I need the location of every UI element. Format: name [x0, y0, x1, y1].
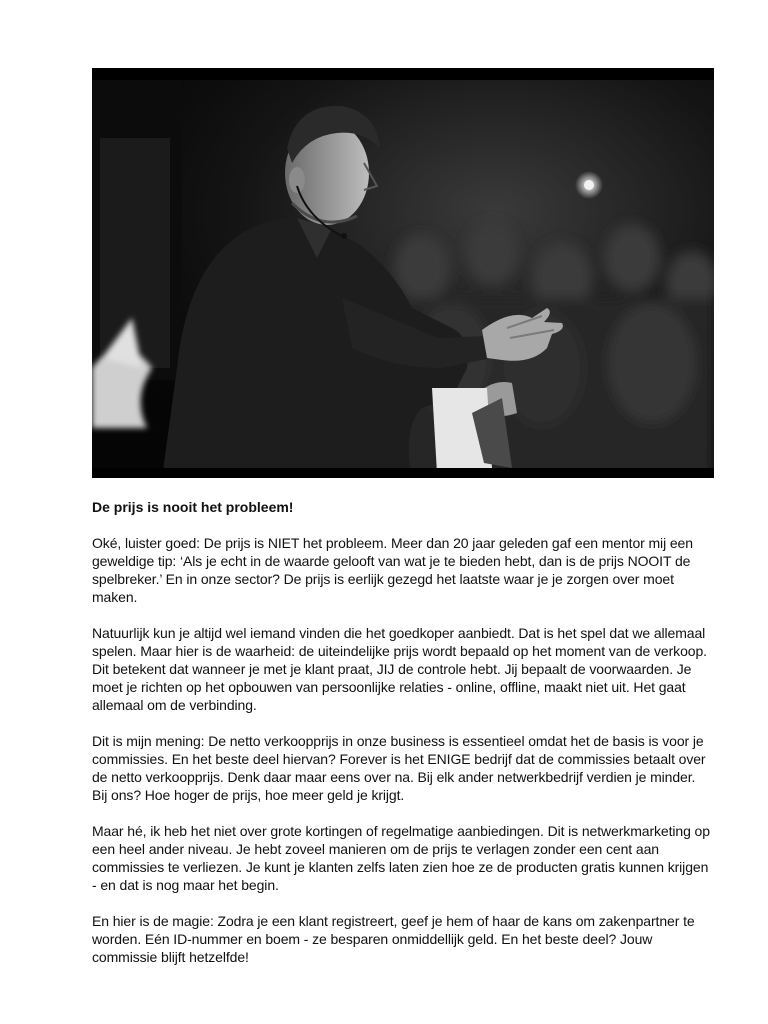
- article-paragraph-4: Maar hé, ik heb het niet over grote kortingen of regelmatige aanbiedingen. Dit is netwerkmarketing op een heel ander niveau. Je hebt zoveel manieren om de prijs te verlagen zonder een cent aan commissies te verliezen. Je kunt je klanten zelfs laten zien hoe ze de producten gratis kunnen krijgen - en dat is nog maar het begin.: [92, 823, 710, 893]
- article-paragraph-3: Dit is mijn mening: De netto verkoopprijs in onze business is essentieel omdat het de basis is voor je commissies. En het beste deel hiervan? Forever is het ENIGE bedrijf dat de commissies betaalt over de netto verkoopprijs. Denk daar maar eens over na. Bij elk ander netwerkbedrijf verdien je minder. Bij ons? Hoe hoger de prijs, hoe meer geld je krijgt.: [92, 733, 706, 803]
- article-paragraph-2: Natuurlijk kun je altijd wel iemand vinden die het goedkoper aanbiedt. Dat is het spel dat we allemaal spelen. Maar hier is de waarheid: de uiteindelijke prijs wordt bepaald op het moment van de verkoop. Dit betekent dat wanneer je met je klant praat, JIJ de controle hebt. Jij bepaalt de voorwaarden. Je moet je richten op het opbouwen van persoonlijke relaties - online, offline, maakt niet uit. Het gaat allemaal om de verbinding.: [92, 625, 707, 713]
- document-page: [92, 68, 714, 966]
- article-paragraph-1: Oké, luister goed: De prijs is NIET het probleem. Meer dan 20 jaar geleden gaf een mentor mij een geweldige tip: ‘Als je echt in de waarde gelooft van wat je te bieden hebt, dan is de prijs NOOIT de spelbreker.’ En in onze sector? De prijs is eerlijk gezegd het laatste waar je je zorgen over moet maken.: [92, 535, 693, 605]
- article-paragraph-5: En hier is de magie: Zodra je een klant registreert, geef je hem of haar de kans om zakenpartner te worden. Eén ID-nummer en boem - ze besparen onmiddellijk geld. En het beste deel? Jouw commissie blijft hetzelfde!: [92, 913, 695, 965]
- speaker-photo: [92, 68, 714, 478]
- speaker-photo-illustration: [92, 68, 714, 478]
- article-title: De prijs is nooit het probleem!: [92, 499, 294, 515]
